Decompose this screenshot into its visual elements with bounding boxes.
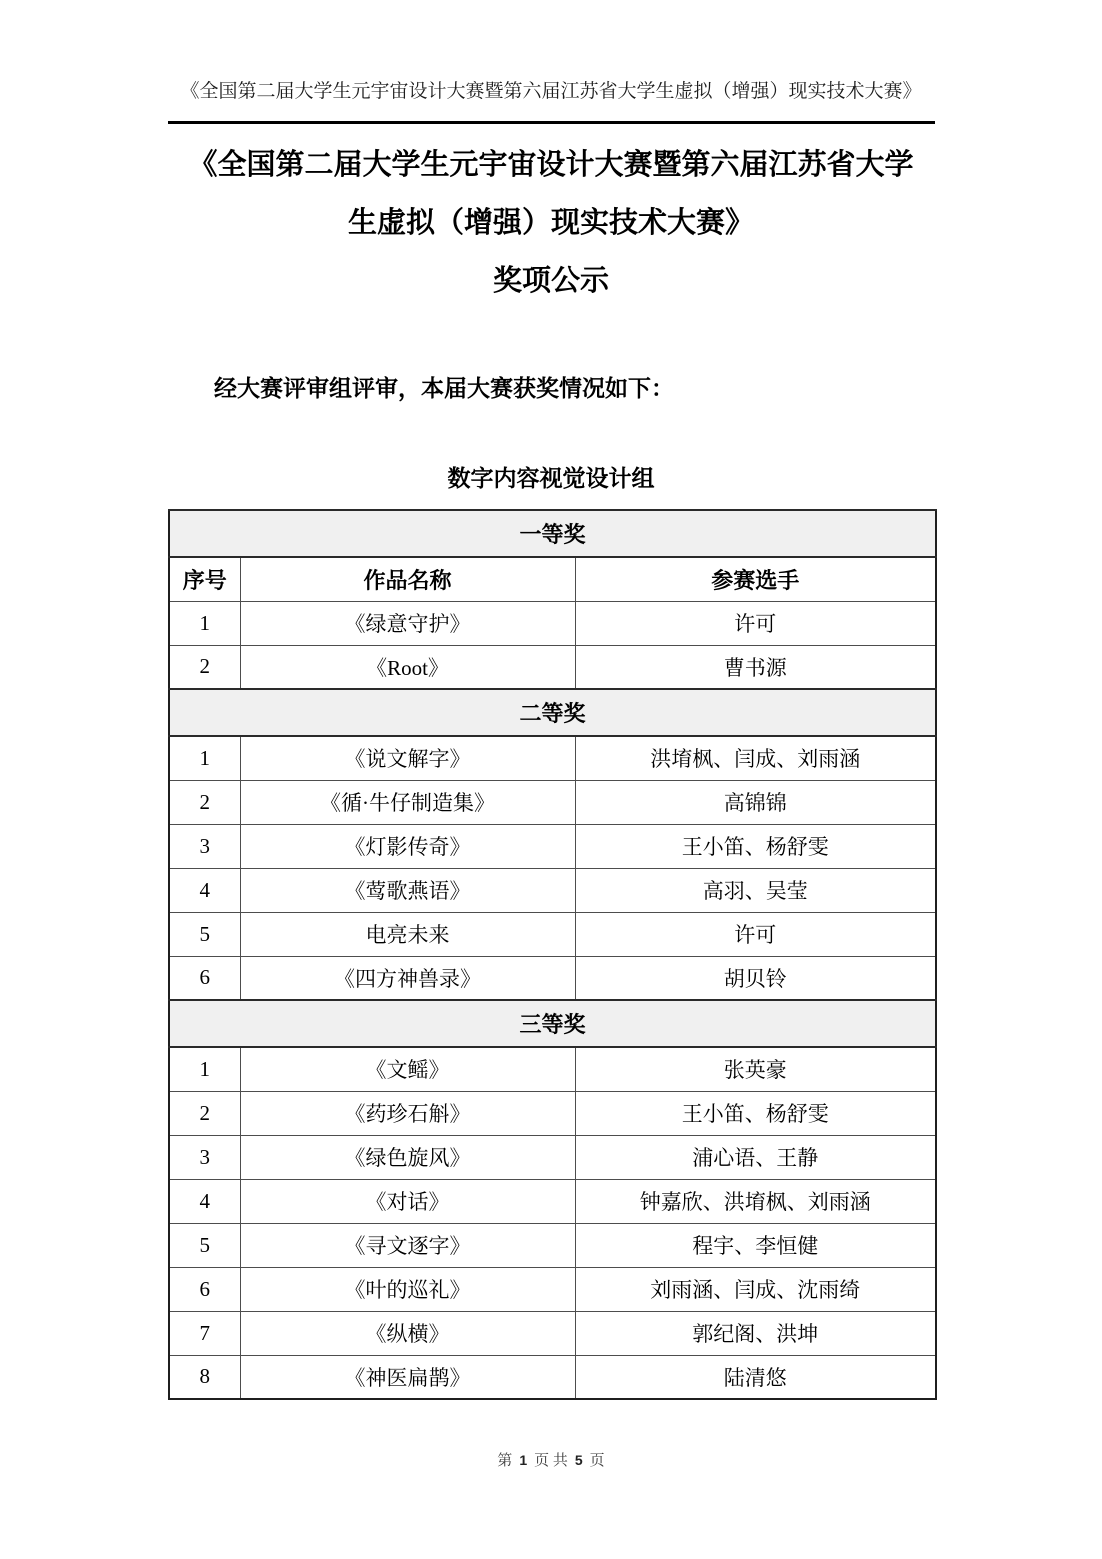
players-cell: 张英豪 (575, 1047, 936, 1091)
work-name-cell: 电亮未来 (240, 912, 575, 956)
table-row (169, 1047, 936, 1091)
work-name-cell: 《药珍石斛》 (240, 1091, 575, 1135)
title-line-1: 《全国第二届大学生元宇宙设计大赛暨第六届江苏省大学 (188, 149, 914, 181)
work-name-cell: 《对话》 (240, 1179, 575, 1223)
players-cell: 刘雨涵、闫成、沈雨绮 (575, 1267, 936, 1311)
footer-page-number: 1 (519, 1452, 528, 1468)
work-name-cell: 《纵横》 (240, 1311, 575, 1355)
work-name-cell: 《文鳐》 (240, 1047, 575, 1091)
page-header-text: 《全国第二届大学生元宇宙设计大赛暨第六届江苏省大学生虚拟（增强）现实技术大赛》 (180, 81, 922, 102)
table-row (169, 1135, 936, 1179)
table-row (169, 1179, 936, 1223)
players-cell: 许可 (575, 601, 936, 645)
table-row (169, 736, 936, 780)
document-title (60, 136, 1042, 310)
table-row (169, 780, 936, 824)
players-cell: 王小笛、杨舒雯 (575, 1091, 936, 1135)
column-header-players: 参赛选手 (575, 557, 936, 601)
row-number-cell: 3 (169, 824, 240, 868)
players-cell: 陆清悠 (575, 1355, 936, 1399)
title-line-3: 奖项公示 (492, 265, 609, 297)
award-band-row (169, 510, 936, 557)
row-number-cell: 1 (169, 1047, 240, 1091)
row-number-cell: 7 (169, 1311, 240, 1355)
intro-paragraph: 经大赛评审组评审，本届大赛获奖情况如下： (214, 376, 674, 401)
award-band-row (169, 1000, 936, 1047)
column-header-work: 作品名称 (240, 557, 575, 601)
players-cell: 浦心语、王静 (575, 1135, 936, 1179)
work-name-cell: 《寻文逐字》 (240, 1223, 575, 1267)
header-divider (168, 121, 935, 124)
table-row (169, 868, 936, 912)
players-cell: 程宇、李恒健 (575, 1223, 936, 1267)
table-row (169, 912, 936, 956)
awards-table (168, 509, 937, 1400)
row-number-cell: 6 (169, 956, 240, 1000)
table-row (169, 1355, 936, 1399)
work-name-cell: 《Root》 (240, 645, 575, 689)
table-row (169, 645, 936, 689)
work-name-cell: 《灯影传奇》 (240, 824, 575, 868)
row-number-cell: 5 (169, 912, 240, 956)
award-band-label: 一等奖 (169, 510, 936, 557)
work-name-cell: 《绿意守护》 (240, 601, 575, 645)
row-number-cell: 6 (169, 1267, 240, 1311)
table-row (169, 824, 936, 868)
column-header-row (169, 557, 936, 601)
row-number-cell: 1 (169, 601, 240, 645)
title-line-2: 生虚拟（增强）现实技术大赛》 (347, 207, 754, 239)
row-number-cell: 5 (169, 1223, 240, 1267)
row-number-cell: 2 (169, 1091, 240, 1135)
work-name-cell: 《叶的巡礼》 (240, 1267, 575, 1311)
players-cell: 高锦锦 (575, 780, 936, 824)
awards-table-body (169, 510, 936, 1399)
table-row (169, 601, 936, 645)
work-name-cell: 《绿色旋风》 (240, 1135, 575, 1179)
award-band-row (169, 689, 936, 736)
table-row (169, 1267, 936, 1311)
group-heading: 数字内容视觉设计组 (447, 466, 655, 491)
row-number-cell: 3 (169, 1135, 240, 1179)
work-name-cell: 《莺歌燕语》 (240, 868, 575, 912)
players-cell: 曹书源 (575, 645, 936, 689)
players-cell: 王小笛、杨舒雯 (575, 824, 936, 868)
footer-total-pages: 5 (574, 1452, 583, 1468)
award-band-label: 二等奖 (169, 689, 936, 736)
table-row (169, 956, 936, 1000)
table-row (169, 1311, 936, 1355)
row-number-cell: 4 (169, 1179, 240, 1223)
footer-text-suffix: 页 (589, 1453, 605, 1469)
players-cell: 胡贝铃 (575, 956, 936, 1000)
table-row (169, 1091, 936, 1135)
award-band-label: 三等奖 (169, 1000, 936, 1047)
row-number-cell: 8 (169, 1355, 240, 1399)
players-cell: 高羽、吴莹 (575, 868, 936, 912)
page-footer (0, 1449, 1102, 1470)
row-number-cell: 4 (169, 868, 240, 912)
players-cell: 洪堉枫、闫成、刘雨涵 (575, 736, 936, 780)
work-name-cell: 《循·牛仔制造集》 (240, 780, 575, 824)
table-row (169, 1223, 936, 1267)
row-number-cell: 1 (169, 736, 240, 780)
work-name-cell: 《说文解字》 (240, 736, 575, 780)
work-name-cell: 《四方神兽录》 (240, 956, 575, 1000)
footer-text-middle: 页 共 (534, 1453, 568, 1469)
column-header-no: 序号 (169, 557, 240, 601)
players-cell: 钟嘉欣、洪堉枫、刘雨涵 (575, 1179, 936, 1223)
footer-text-prefix: 第 (497, 1453, 513, 1469)
players-cell: 郭纪阁、洪坤 (575, 1311, 936, 1355)
row-number-cell: 2 (169, 780, 240, 824)
work-name-cell: 《神医扁鹊》 (240, 1355, 575, 1399)
players-cell: 许可 (575, 912, 936, 956)
row-number-cell: 2 (169, 645, 240, 689)
